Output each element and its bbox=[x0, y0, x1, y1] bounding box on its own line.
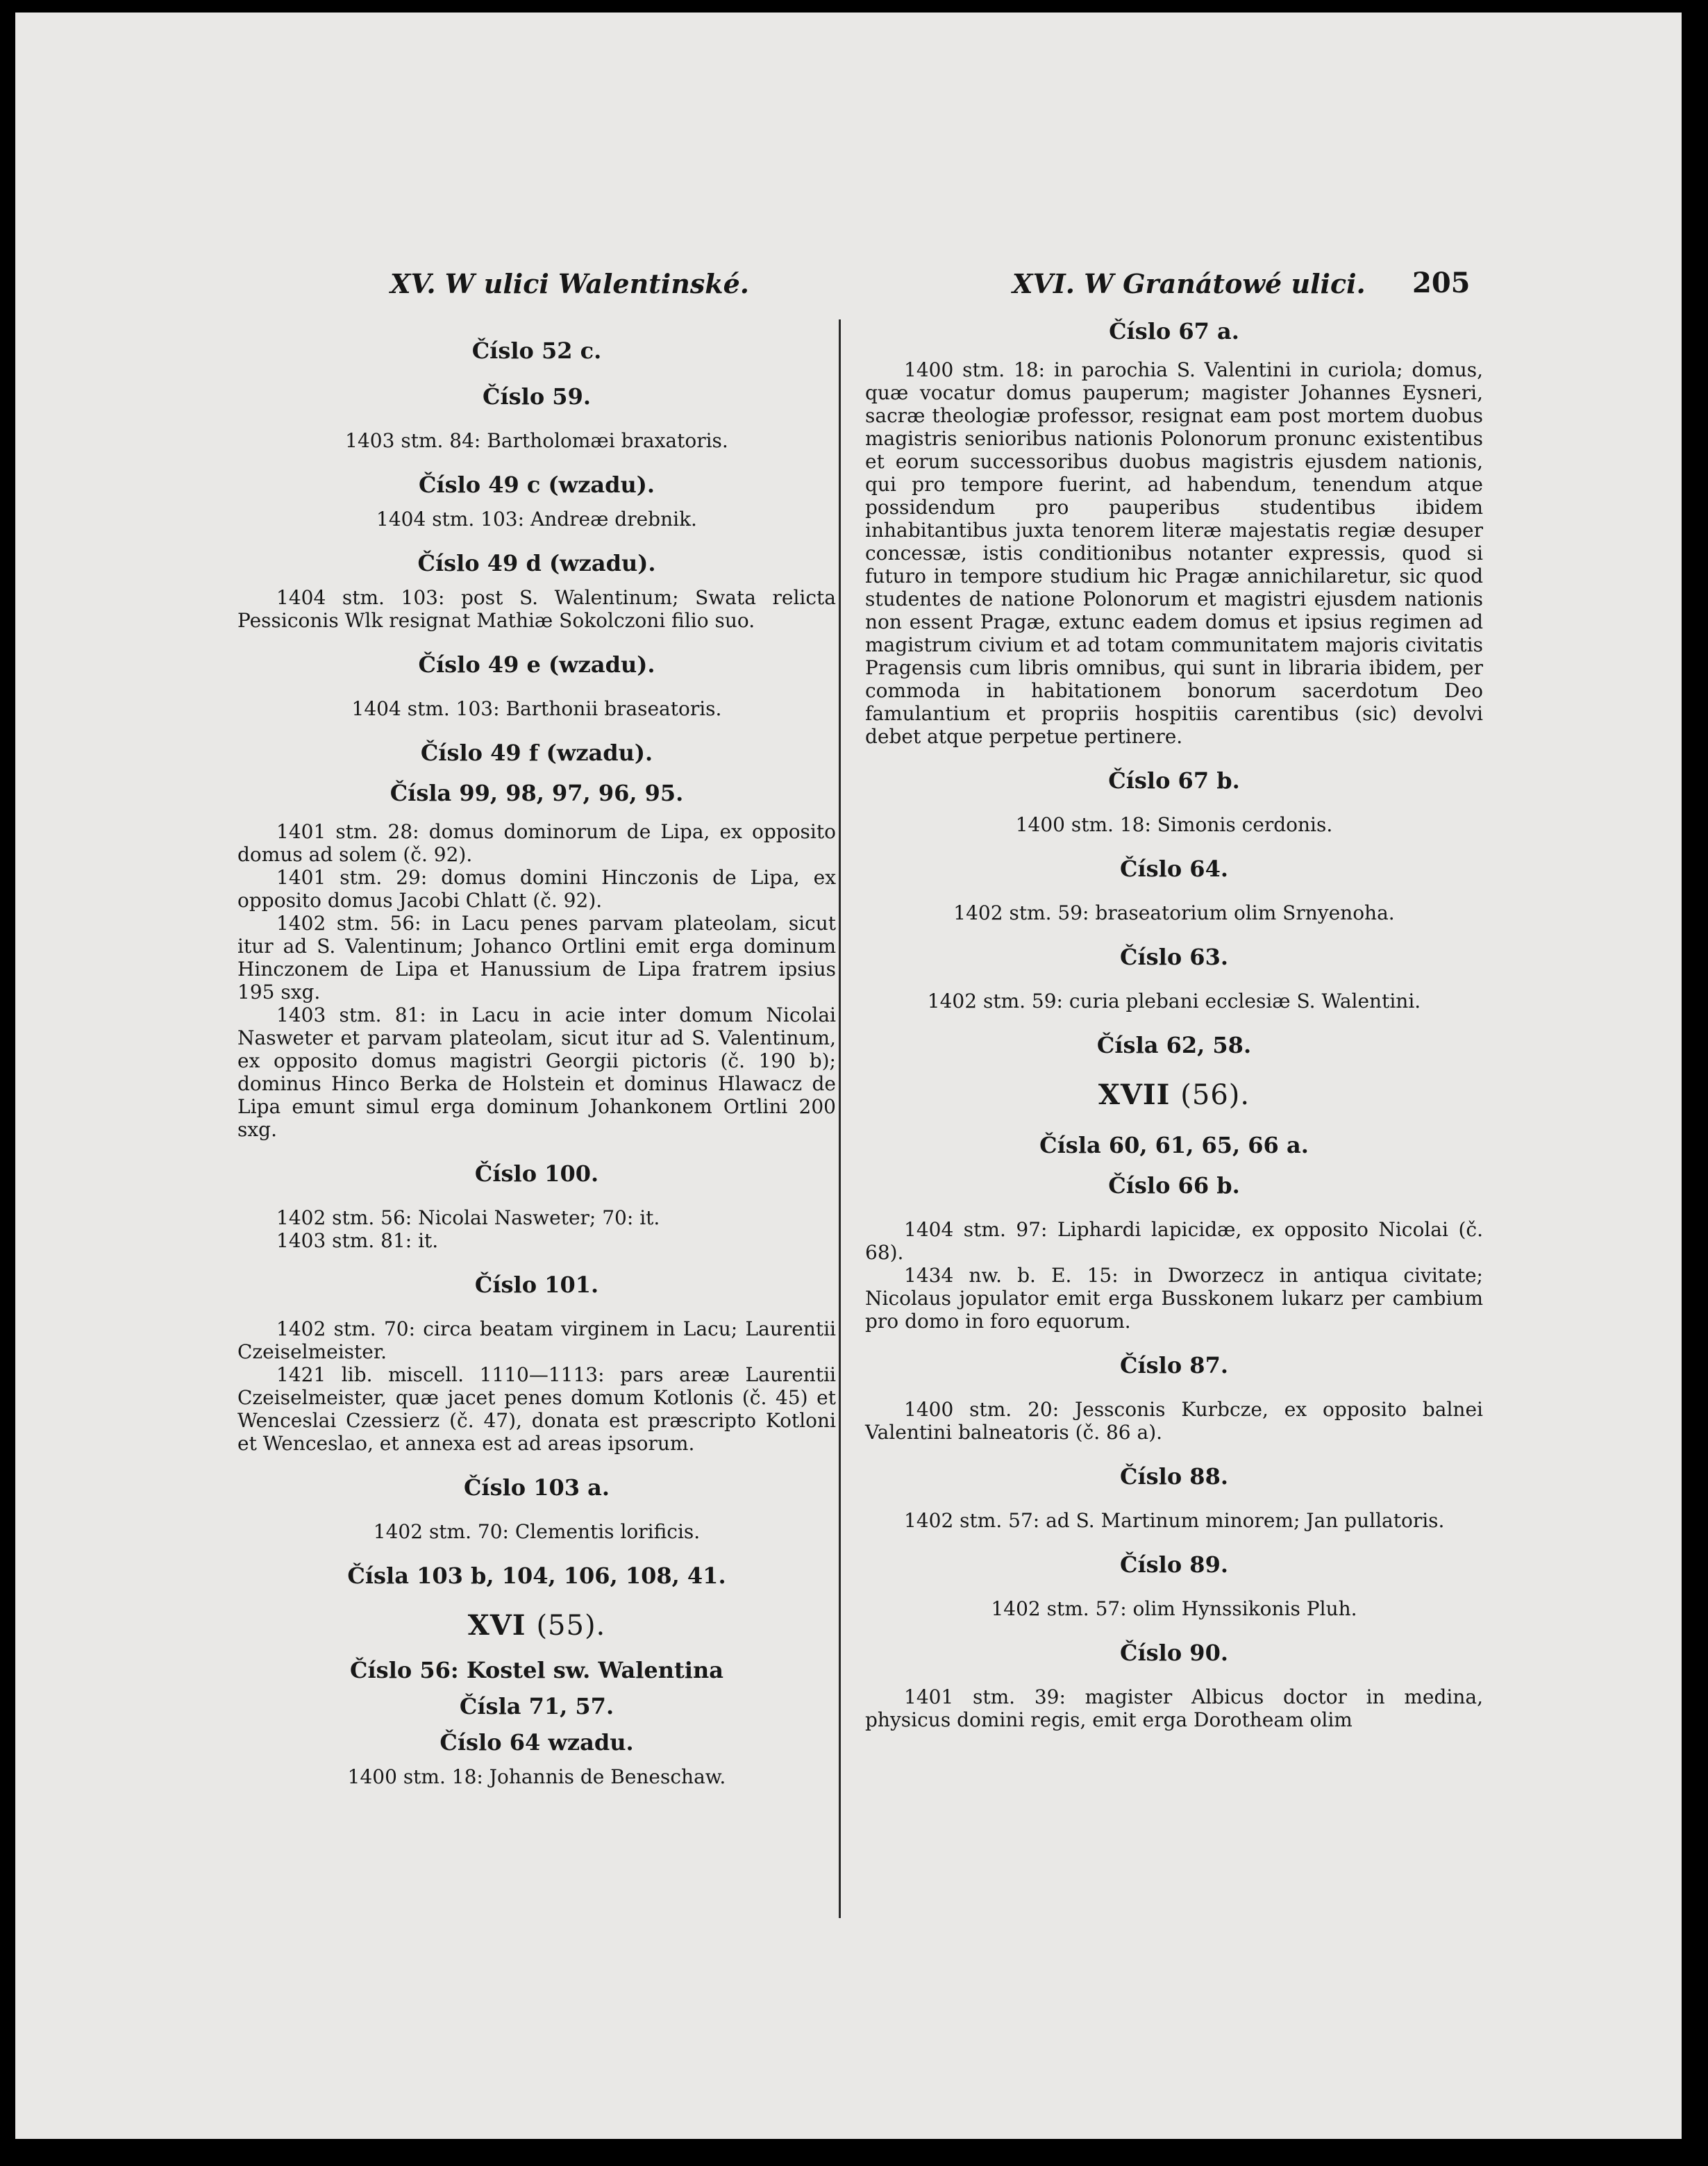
heading: Čísla 71, 57. bbox=[459, 1693, 614, 1719]
heading: Číslo 66 b. bbox=[1108, 1172, 1240, 1199]
heading: Číslo 59. bbox=[483, 383, 591, 410]
entry: 1402 stm. 57: ad S. Martinum minorem; Jan pullatoris. bbox=[904, 1509, 1445, 1532]
entry: 1404 stm. 103: Barthonii braseatoris. bbox=[351, 697, 722, 720]
heading: Číslo 100. bbox=[474, 1160, 599, 1187]
entry: 1402 stm. 56: in Lacu penes parvam plateolam, sicut itur ad S. Valentinum; Johanco Ortlini emit erga dominum Hinczonem de Lipa et Hanussium de Lipa fratrem ipsius 195 sxg. bbox=[237, 912, 836, 1003]
entry: 1403 stm. 81: in Lacu in acie inter domum Nicolai Nasweter et parvam plateolam, sicut itur ad S. Valentinum, ex opposito domus magistri Georgii pictoris (č. 190 b); dominus Hinco Berka de Holstein et dominus Hlawacz de Lipa emunt simul erga dominum Johankonem Ortlini 200 sxg. bbox=[237, 1003, 836, 1141]
entry: 1403 stm. 81: it. bbox=[276, 1229, 439, 1252]
entry: 1400 stm. 20: Jessconis Kurbcze, ex opposito balnei Valentini balneatoris (č. 86 a). bbox=[865, 1398, 1483, 1444]
entry: 1402 stm. 56: Nicolai Nasweter; 70: it. bbox=[276, 1206, 660, 1229]
entry: 1401 stm. 28: domus dominorum de Lipa, ex opposito domus ad solem (č. 92). bbox=[237, 820, 836, 866]
entry: 1404 stm. 97: Liphardi lapicidæ, ex opposito Nicolai (č. 68). bbox=[865, 1218, 1483, 1264]
heading: Čísla 62, 58. bbox=[1096, 1032, 1252, 1058]
right-column bbox=[865, 318, 1483, 1731]
heading: Číslo 63. bbox=[1120, 944, 1228, 970]
heading: Čísla 99, 98, 97, 96, 95. bbox=[390, 780, 684, 806]
heading: Číslo 56: Kostel sw. Walentina bbox=[350, 1657, 723, 1683]
heading: Číslo 101. bbox=[474, 1272, 599, 1298]
heading: Čísla 60, 61, 65, 66 a. bbox=[1039, 1132, 1309, 1158]
entry: 1402 stm. 70: circa beatam virginem in Lacu; Laurentii Czeiselmeister. bbox=[237, 1317, 836, 1363]
column-rule bbox=[839, 319, 841, 1918]
heading: Číslo 52 c. bbox=[471, 338, 602, 364]
entry: 1400 stm. 18: Johannis de Beneschaw. bbox=[347, 1765, 726, 1788]
heading: Číslo 64 wzadu. bbox=[439, 1729, 634, 1756]
entry: 1403 stm. 84: Bartholomæi braxatoris. bbox=[345, 429, 728, 452]
entry: 1434 nw. b. E. 15: in Dworzecz in antiqua civitate; Nicolaus jopulator emit erga Busskonem lukarz per cambium pro domo in foro equorum. bbox=[865, 1264, 1483, 1333]
heading: Číslo 49 c (wzadu). bbox=[418, 472, 655, 498]
heading: Číslo 49 d (wzadu). bbox=[417, 550, 656, 576]
heading: Číslo 64. bbox=[1120, 856, 1228, 882]
entry: 1421 lib. miscell. 1110—1113: pars areæ Laurentii Czeiselmeister, quæ jacet penes domum Kotlonis (č. 45) et Wenceslai Czessierz (č. 47), donata est præscripto Kotloni et Wenceslao, et annexa est ad areas ipsorum. bbox=[237, 1363, 836, 1455]
entry: 1401 stm. 39: magister Albicus doctor in medina, physicus domini regis, emit erga Dorotheam olim bbox=[865, 1685, 1483, 1731]
left-column bbox=[237, 338, 836, 1788]
heading: Číslo 67 b. bbox=[1108, 767, 1240, 794]
entry: 1404 stm. 103: post S. Walentinum; Swata relicta Pessiconis Wlk resignat Mathiæ Sokolczoni filio suo. bbox=[237, 586, 836, 632]
heading: Číslo 88. bbox=[1120, 1463, 1228, 1490]
entry: 1402 stm. 70: Clementis lorificis. bbox=[373, 1520, 701, 1543]
section-heading: XVII (56). bbox=[1098, 1078, 1250, 1111]
page-number: 205 bbox=[1412, 267, 1471, 299]
entry: 1401 stm. 29: domus domini Hinczonis de Lipa, ex opposito domus Jacobi Chlatt (č. 92). bbox=[237, 866, 836, 912]
entry: 1400 stm. 18: Simonis cerdonis. bbox=[1015, 813, 1333, 836]
entry: 1404 stm. 103: Andreæ drebnik. bbox=[376, 508, 697, 531]
heading: Číslo 49 f (wzadu). bbox=[420, 740, 653, 766]
entry: 1400 stm. 18: in parochia S. Valentini in curiola; domus, quæ vocatur domus pauperum; magister Johannes Eysneri, sacræ theologiæ professor, resignat eam post mortem duobus magistris senioribus nationis Polonorum pronunc existentibus et eorum successoribus duobus magistris ejusdem nationis, qui pro tempore fuerint, ad habendum, tenendum atque possidendum pro pauperibus studentibus ibidem inhabitantibus juxta tenorem literæ majestatis regiæ desuper concessæ, istis conditionibus notanter expressis, quod si futuro in tempore studium hic Pragæ annichilaretur, sic quod studentes de natione Polonorum et magistri ejusdem nationis non essent Pragæ, extunc eadem domus et ipsius regimen ad magistrum civium et ad totam communitatem majoris civitatis Pragensis cum libris omnibus, qui sunt in libraria ibidem, per commoda in habitationem bonorum sacerdotum Deo famulantium et propriis hospitiis carentibus (sic) devolvi debet atque perpetue pertinere. bbox=[865, 358, 1483, 748]
running-title-right: XVI. W Granátowé ulici. bbox=[1012, 268, 1366, 299]
heading: Číslo 49 e (wzadu). bbox=[418, 651, 655, 678]
heading: Číslo 67 a. bbox=[1109, 318, 1239, 344]
section-heading: XVI (55). bbox=[467, 1609, 606, 1642]
heading: Číslo 90. bbox=[1120, 1640, 1228, 1666]
heading: Číslo 87. bbox=[1120, 1352, 1228, 1378]
entry: 1402 stm. 59: braseatorium olim Srnyenoha. bbox=[953, 901, 1395, 924]
heading: Číslo 89. bbox=[1120, 1551, 1228, 1578]
entry: 1402 stm. 57: olim Hynssikonis Pluh. bbox=[991, 1597, 1357, 1620]
running-title-left: XV. W ulici Walentinské. bbox=[390, 268, 749, 299]
entry: 1402 stm. 59: curia plebani ecclesiæ S. Walentini. bbox=[927, 990, 1421, 1013]
heading: Číslo 103 a. bbox=[463, 1474, 610, 1501]
scanned-page bbox=[15, 13, 1682, 2139]
heading: Čísla 103 b, 104, 106, 108, 41. bbox=[347, 1563, 726, 1589]
